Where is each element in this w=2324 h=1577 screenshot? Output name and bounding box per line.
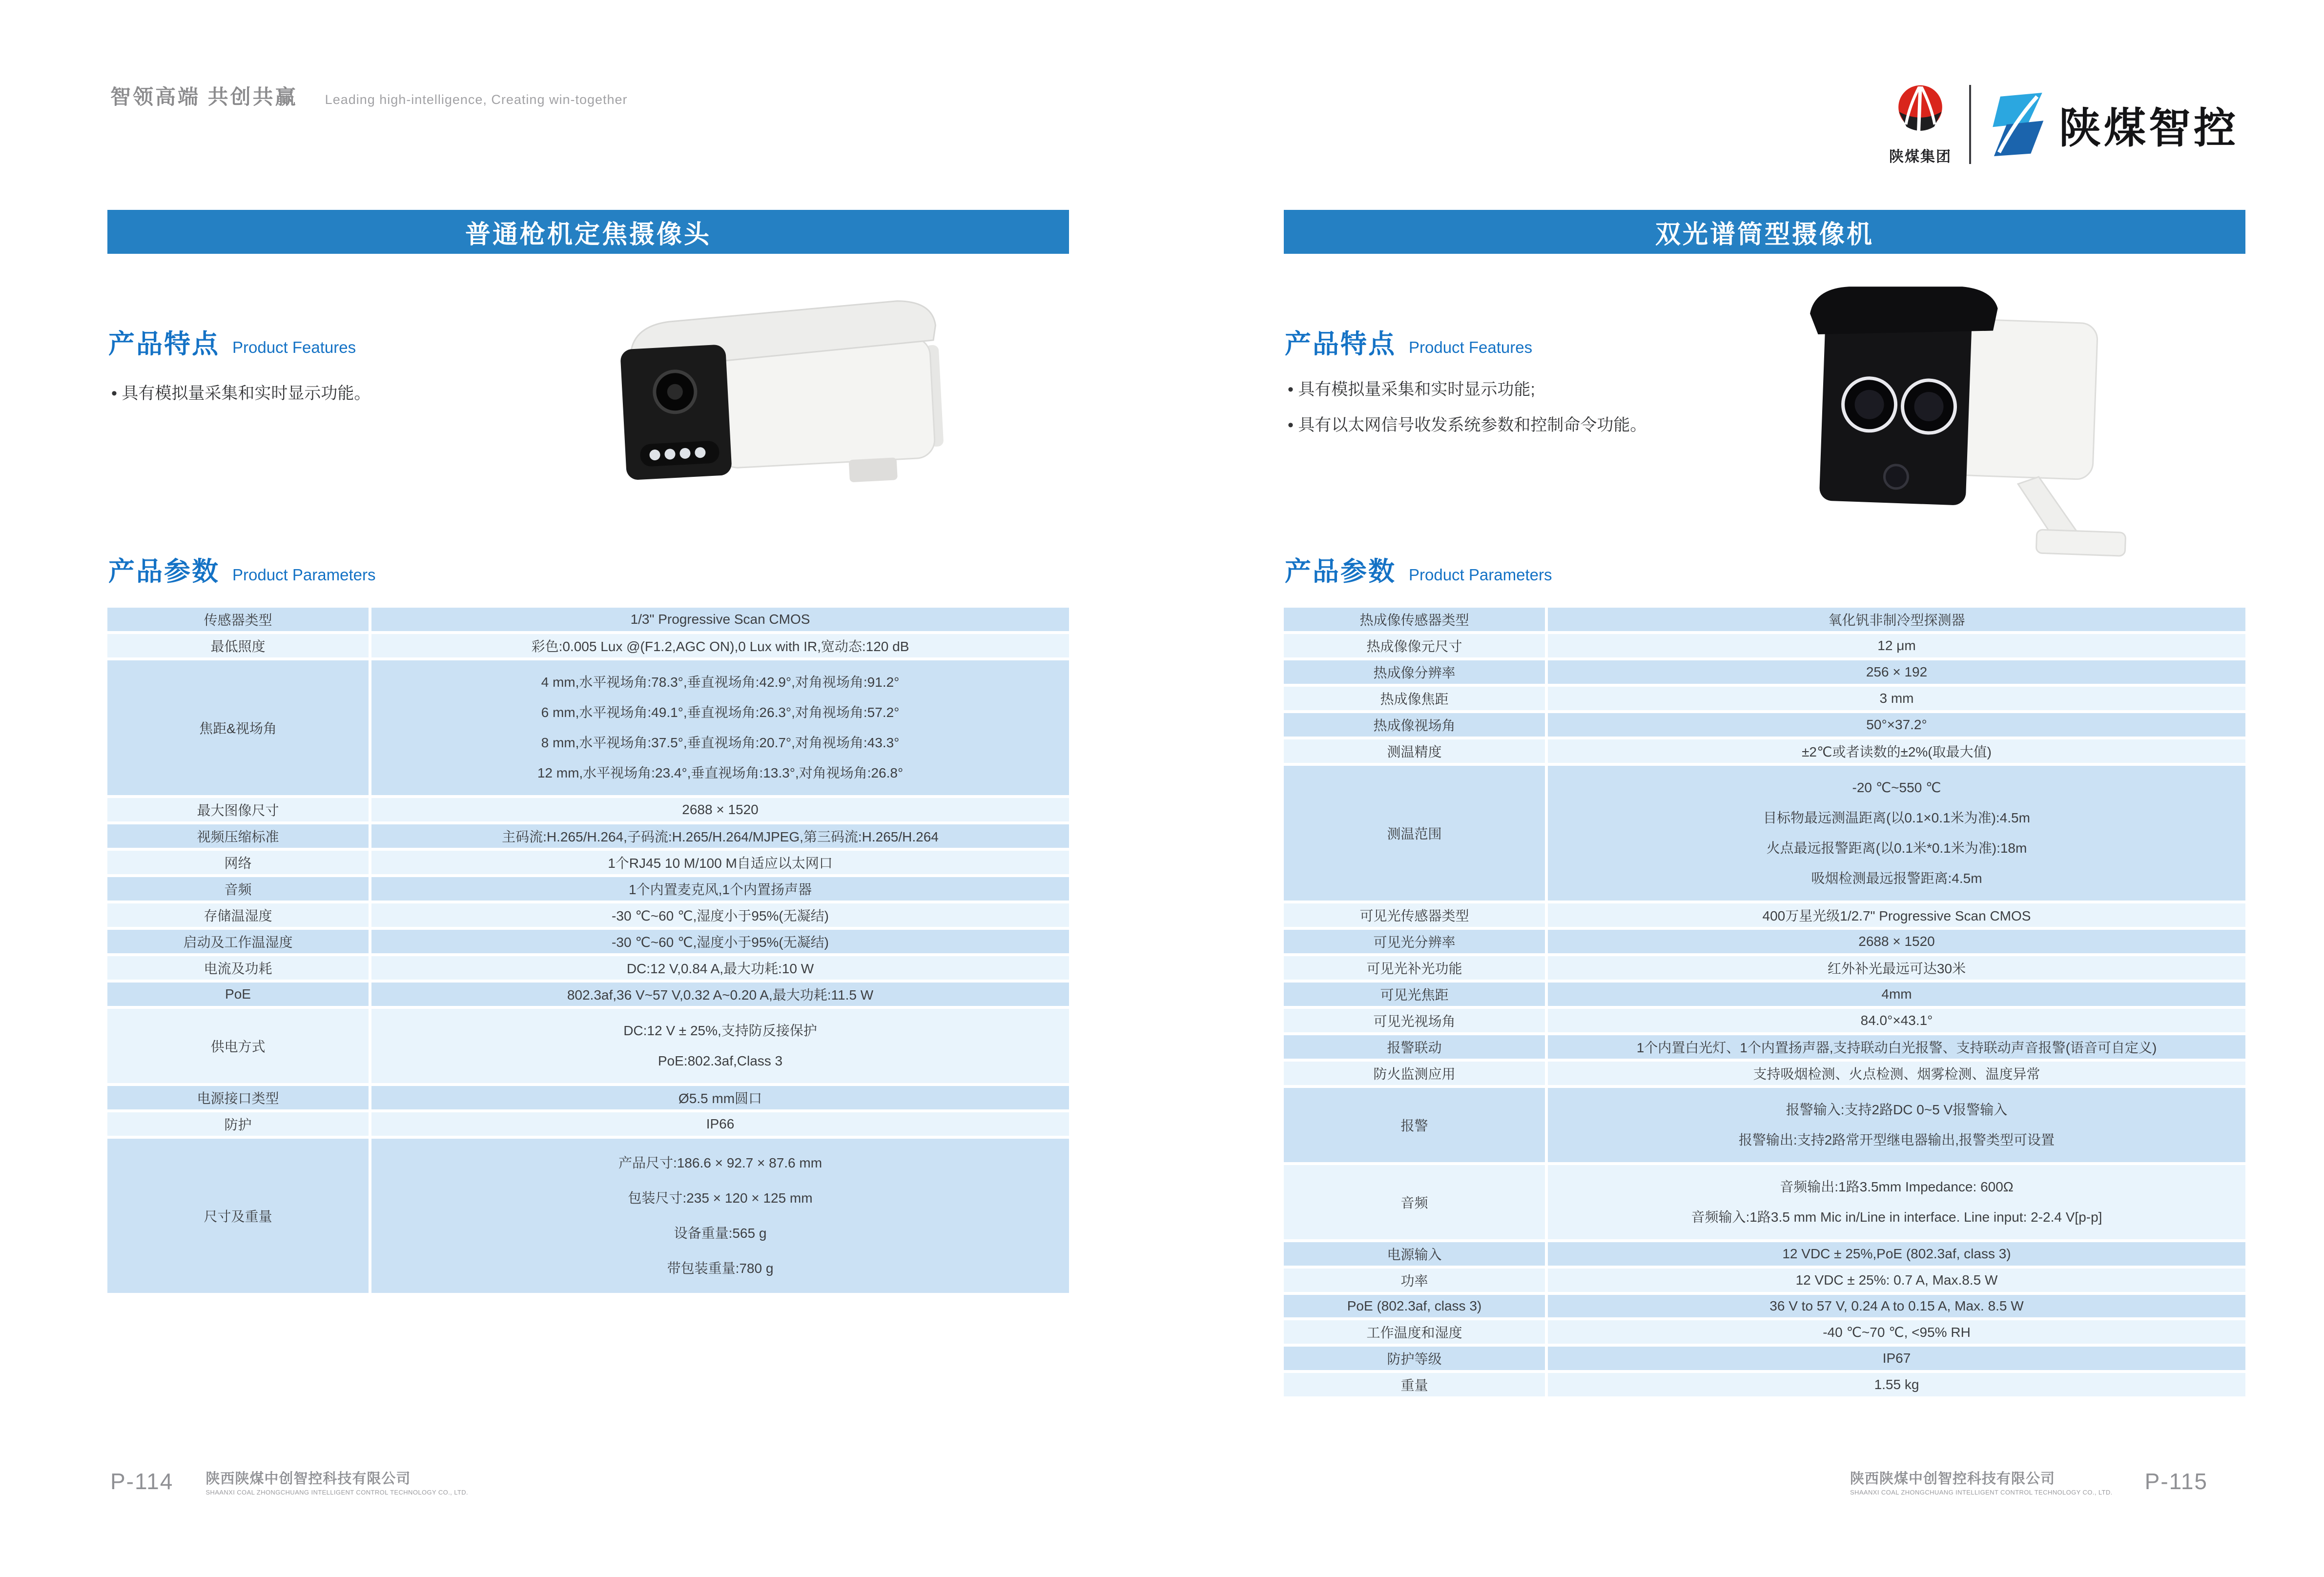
row-label: 存储温湿度 bbox=[107, 903, 369, 927]
feature-item: • 具有以太网信号收发系统参数和控制命令功能。 bbox=[1288, 408, 1646, 443]
table-row bbox=[1284, 608, 2245, 631]
footer-company bbox=[206, 1471, 468, 1496]
table-row bbox=[107, 956, 1069, 980]
row-value: 1/3" Progressive Scan CMOS bbox=[630, 612, 810, 627]
table-row bbox=[107, 851, 1069, 874]
table-row bbox=[1284, 660, 2245, 684]
row-label: 传感器类型 bbox=[107, 608, 369, 631]
right-params-heading bbox=[1285, 551, 1552, 588]
right-footer bbox=[1850, 1470, 2208, 1496]
row-value: 400万星光级1/2.7" Progressive Scan CMOS bbox=[1762, 908, 2031, 923]
row-label: PoE (802.3af, class 3) bbox=[1284, 1295, 1545, 1317]
left-camera-image bbox=[561, 299, 991, 539]
table-row bbox=[1284, 1269, 2245, 1292]
row-value: 1个内置麦克风,1个内置扬声器 bbox=[629, 882, 812, 897]
row-value: 36 V to 57 V, 0.24 A to 0.15 A, Max. 8.5 W bbox=[1769, 1298, 2024, 1313]
row-label: 报警 bbox=[1284, 1088, 1545, 1162]
row-value: -20 ℃~550 ℃ bbox=[1852, 780, 1941, 795]
row-value: 主码流:H.265/H.264,子码流:H.265/H.264/MJPEG,第三码流:H.265/H.264 bbox=[502, 829, 939, 844]
row-label: 焦距&视场角 bbox=[107, 660, 369, 795]
row-value: 音频输出:1路3.5mm Impedance: 600Ω bbox=[1780, 1179, 2014, 1194]
row-label: 可见光传感器类型 bbox=[1284, 903, 1545, 927]
row-value: 音频输入:1路3.5 mm Mic in/Line in interface. Line input: 2-2.4 V[p-p] bbox=[1691, 1209, 2102, 1225]
row-label: 热成像传感器类型 bbox=[1284, 608, 1545, 631]
table-row bbox=[1284, 1062, 2245, 1085]
table-row bbox=[1284, 739, 2245, 763]
row-value: 支持吸烟检测、火点检测、烟雾检测、温度异常 bbox=[1753, 1066, 2040, 1082]
right-feature-list bbox=[1288, 372, 1646, 443]
brand-mark-icon bbox=[1989, 93, 2046, 156]
row-value: DC:12 V ± 25%,支持防反接保护 bbox=[623, 1023, 817, 1038]
right-spec-table bbox=[1284, 608, 2245, 1396]
table-row bbox=[1284, 930, 2245, 953]
right-params-heading-zh: 产品参数 bbox=[1285, 557, 1396, 586]
table-row bbox=[1284, 1242, 2245, 1266]
row-value: 设备重量:565 g bbox=[674, 1226, 767, 1241]
row-label: 热成像焦距 bbox=[1284, 687, 1545, 710]
row-value: 2688 × 1520 bbox=[682, 802, 759, 817]
row-label: 测温精度 bbox=[1284, 739, 1545, 763]
group-logo-icon bbox=[1892, 83, 1949, 141]
table-row bbox=[1284, 1165, 2245, 1239]
table-row bbox=[1284, 1088, 2245, 1162]
row-value: 50°×37.2° bbox=[1866, 717, 1927, 732]
row-label: 防护等级 bbox=[1284, 1347, 1545, 1370]
row-value: DC:12 V,0.84 A,最大功耗:10 W bbox=[626, 961, 814, 976]
group-logo bbox=[1889, 83, 1952, 166]
row-value: IP66 bbox=[706, 1116, 735, 1131]
footer-company bbox=[1850, 1471, 2113, 1496]
row-label: 防火监测应用 bbox=[1284, 1062, 1545, 1085]
table-row bbox=[1284, 1035, 2245, 1059]
row-value: 带包装重量:780 g bbox=[667, 1261, 774, 1276]
page-header bbox=[110, 81, 628, 110]
row-value: 火点最远报警距离(以0.1米*0.1米为准):18m bbox=[1766, 840, 2027, 856]
left-footer bbox=[110, 1470, 468, 1496]
row-label: 工作温度和湿度 bbox=[1284, 1320, 1545, 1344]
row-label: 尺寸及重量 bbox=[107, 1139, 369, 1293]
row-label: 供电方式 bbox=[107, 1009, 369, 1083]
row-value: 1个内置白光灯、1个内置扬声器,支持联动白光报警、支持联动声音报警(语音可自定义) bbox=[1636, 1040, 2157, 1055]
row-label: 最低照度 bbox=[107, 634, 369, 657]
row-value: 2688 × 1520 bbox=[1858, 934, 1935, 949]
row-value: 12 mm,水平视场角:23.4°,垂直视场角:13.3°,对角视场角:26.8° bbox=[537, 765, 904, 780]
right-page-title-bar bbox=[1284, 210, 2245, 254]
logo-divider bbox=[1969, 85, 1971, 164]
table-row bbox=[107, 608, 1069, 631]
table-row bbox=[1284, 766, 2245, 901]
table-row bbox=[1284, 687, 2245, 710]
table-row bbox=[107, 903, 1069, 927]
row-value: IP67 bbox=[1882, 1351, 1911, 1366]
row-label: 启动及工作温湿度 bbox=[107, 930, 369, 953]
left-features-heading-en: Product Features bbox=[232, 338, 356, 356]
row-label: 热成像分辨率 bbox=[1284, 660, 1545, 684]
row-value: 氧化钒非制冷型探测器 bbox=[1828, 613, 1965, 628]
footer-company-en: SHAANXI COAL ZHONGCHUANG INTELLIGENT CONTROL TECHNOLOGY CO., LTD. bbox=[206, 1489, 469, 1496]
table-row bbox=[107, 824, 1069, 848]
row-value: 1个RJ45 10 M/100 M自适应以太网口 bbox=[608, 856, 833, 871]
left-spec-table bbox=[107, 608, 1069, 1293]
row-label: 测温范围 bbox=[1284, 766, 1545, 901]
row-label: 可见光视场角 bbox=[1284, 1009, 1545, 1032]
row-label: 报警联动 bbox=[1284, 1035, 1545, 1059]
row-value: 4 mm,水平视场角:78.3°,垂直视场角:42.9°,对角视场角:91.2° bbox=[541, 675, 900, 690]
footer-company-zh: 陕西陕煤中创智控科技有限公司 bbox=[206, 1471, 411, 1487]
table-row bbox=[1284, 1009, 2245, 1032]
row-label: 视频压缩标准 bbox=[107, 824, 369, 848]
brand-name: 陕煤智控 bbox=[2059, 105, 2239, 152]
brand-logos bbox=[1889, 78, 2239, 171]
row-value: 8 mm,水平视场角:37.5°,垂直视场角:20.7°,对角视场角:43.3° bbox=[541, 735, 900, 750]
row-value: -40 ℃~70 ℃, <95% RH bbox=[1823, 1324, 1971, 1340]
right-page-number: P-115 bbox=[2144, 1469, 2208, 1494]
row-value: 包装尺寸:235 × 120 × 125 mm bbox=[628, 1190, 813, 1206]
row-value: 4mm bbox=[1881, 986, 1912, 1002]
row-value: -30 ℃~60 ℃,湿度小于95%(无凝结) bbox=[612, 908, 829, 923]
table-row bbox=[1284, 1295, 2245, 1317]
row-value: PoE:802.3af,Class 3 bbox=[658, 1053, 783, 1068]
table-row bbox=[107, 983, 1069, 1006]
row-value: 84.0°×43.1° bbox=[1860, 1013, 1933, 1028]
table-row bbox=[1284, 956, 2245, 980]
row-value: 3 mm bbox=[1879, 691, 1914, 706]
group-logo-label: 陕煤集团 bbox=[1889, 149, 1952, 165]
row-value: 1.55 kg bbox=[1874, 1377, 1919, 1392]
row-label: 重量 bbox=[1284, 1373, 1545, 1396]
right-features-heading bbox=[1285, 323, 1532, 361]
left-features-heading-zh: 产品特点 bbox=[108, 329, 220, 359]
table-row bbox=[107, 877, 1069, 901]
feature-item: • 具有模拟量采集和实时显示功能。 bbox=[111, 376, 370, 411]
row-label: 音频 bbox=[107, 877, 369, 901]
row-value: 802.3af,36 V~57 V,0.32 A~0.20 A,最大功耗:11.5 W bbox=[567, 987, 874, 1003]
row-label: 网络 bbox=[107, 851, 369, 874]
right-camera-image bbox=[1787, 284, 2153, 573]
row-value: 报警输出:支持2路常开型继电器输出,报警类型可设置 bbox=[1738, 1132, 2055, 1147]
row-value: 12 VDC ± 25%,PoE (802.3af, class 3) bbox=[1782, 1246, 2011, 1261]
feature-item: • 具有模拟量采集和实时显示功能; bbox=[1288, 372, 1646, 408]
row-value: 彩色:0.005 Lux @(F1.2,AGC ON),0 Lux with IR,宽动态:120 dB bbox=[531, 639, 909, 654]
brand-logo bbox=[1989, 93, 2239, 156]
table-row bbox=[107, 930, 1069, 953]
row-label: 热成像像元尺寸 bbox=[1284, 634, 1545, 657]
right-params-heading-en: Product Parameters bbox=[1409, 566, 1552, 584]
table-row bbox=[1284, 983, 2245, 1006]
left-features-heading bbox=[108, 323, 356, 361]
row-label: 音频 bbox=[1284, 1165, 1545, 1239]
table-row bbox=[107, 798, 1069, 821]
left-page-title-bar bbox=[107, 210, 1069, 254]
table-row bbox=[107, 1112, 1069, 1136]
table-row bbox=[107, 1139, 1069, 1293]
row-value: 产品尺寸:186.6 × 92.7 × 87.6 mm bbox=[618, 1155, 823, 1170]
right-page-title: 双光谱筒型摄像机 bbox=[1655, 220, 1874, 249]
row-value: 12 μm bbox=[1877, 638, 1916, 653]
row-value: 目标物最远测温距离(以0.1×0.1米为准):4.5m bbox=[1763, 810, 2030, 825]
footer-company-en: SHAANXI COAL ZHONGCHUANG INTELLIGENT CONTROL TECHNOLOGY CO., LTD. bbox=[1850, 1489, 2113, 1496]
row-value: ±2℃或者读数的±2%(取最大值) bbox=[1802, 744, 1992, 759]
right-features-heading-zh: 产品特点 bbox=[1285, 329, 1396, 359]
row-label: 电源输入 bbox=[1284, 1242, 1545, 1266]
row-label: 电流及功耗 bbox=[107, 956, 369, 980]
row-value: 12 VDC ± 25%: 0.7 A, Max.8.5 W bbox=[1795, 1272, 1998, 1288]
row-label: 最大图像尺寸 bbox=[107, 798, 369, 821]
table-row bbox=[107, 1086, 1069, 1109]
row-label: PoE bbox=[107, 983, 369, 1006]
table-row bbox=[1284, 634, 2245, 657]
table-row bbox=[1284, 1347, 2245, 1370]
row-value: Ø5.5 mm圆口 bbox=[678, 1091, 762, 1106]
left-params-heading bbox=[108, 551, 375, 588]
row-label: 功率 bbox=[1284, 1269, 1545, 1292]
right-features-heading-en: Product Features bbox=[1409, 338, 1533, 356]
table-row bbox=[1284, 1320, 2245, 1344]
row-label: 热成像视场角 bbox=[1284, 713, 1545, 737]
row-value: 吸烟检测最远报警距离:4.5m bbox=[1811, 871, 1982, 886]
row-value: 报警输入:支持2路DC 0~5 V报警输入 bbox=[1786, 1102, 2008, 1117]
table-row bbox=[107, 634, 1069, 657]
row-label: 可见光焦距 bbox=[1284, 983, 1545, 1006]
slogan-zh: 智领高端 共创共赢 bbox=[110, 85, 298, 108]
row-label: 可见光补光功能 bbox=[1284, 956, 1545, 980]
row-label: 可见光分辨率 bbox=[1284, 930, 1545, 953]
left-params-heading-en: Product Parameters bbox=[232, 566, 376, 584]
left-page-number: P-114 bbox=[110, 1469, 174, 1494]
row-label: 电源接口类型 bbox=[107, 1086, 369, 1109]
table-row bbox=[107, 660, 1069, 795]
row-value: 红外补光最远可达30米 bbox=[1827, 961, 1966, 976]
left-params-heading-zh: 产品参数 bbox=[108, 557, 220, 586]
row-value: 6 mm,水平视场角:49.1°,垂直视场角:26.3°,对角视场角:57.2° bbox=[541, 705, 900, 720]
table-row bbox=[107, 1009, 1069, 1083]
row-value: 256 × 192 bbox=[1866, 664, 1928, 679]
slogan-en: Leading high-intelligence, Creating win-together bbox=[325, 92, 628, 107]
row-value: -30 ℃~60 ℃,湿度小于95%(无凝结) bbox=[612, 935, 829, 950]
table-row bbox=[1284, 713, 2245, 737]
table-row bbox=[1284, 903, 2245, 927]
row-label: 防护 bbox=[107, 1112, 369, 1136]
table-row bbox=[1284, 1373, 2245, 1396]
left-page-title: 普通枪机定焦摄像头 bbox=[465, 220, 711, 249]
left-feature-list bbox=[111, 376, 370, 411]
footer-company-zh: 陕西陕煤中创智控科技有限公司 bbox=[1850, 1471, 2055, 1487]
